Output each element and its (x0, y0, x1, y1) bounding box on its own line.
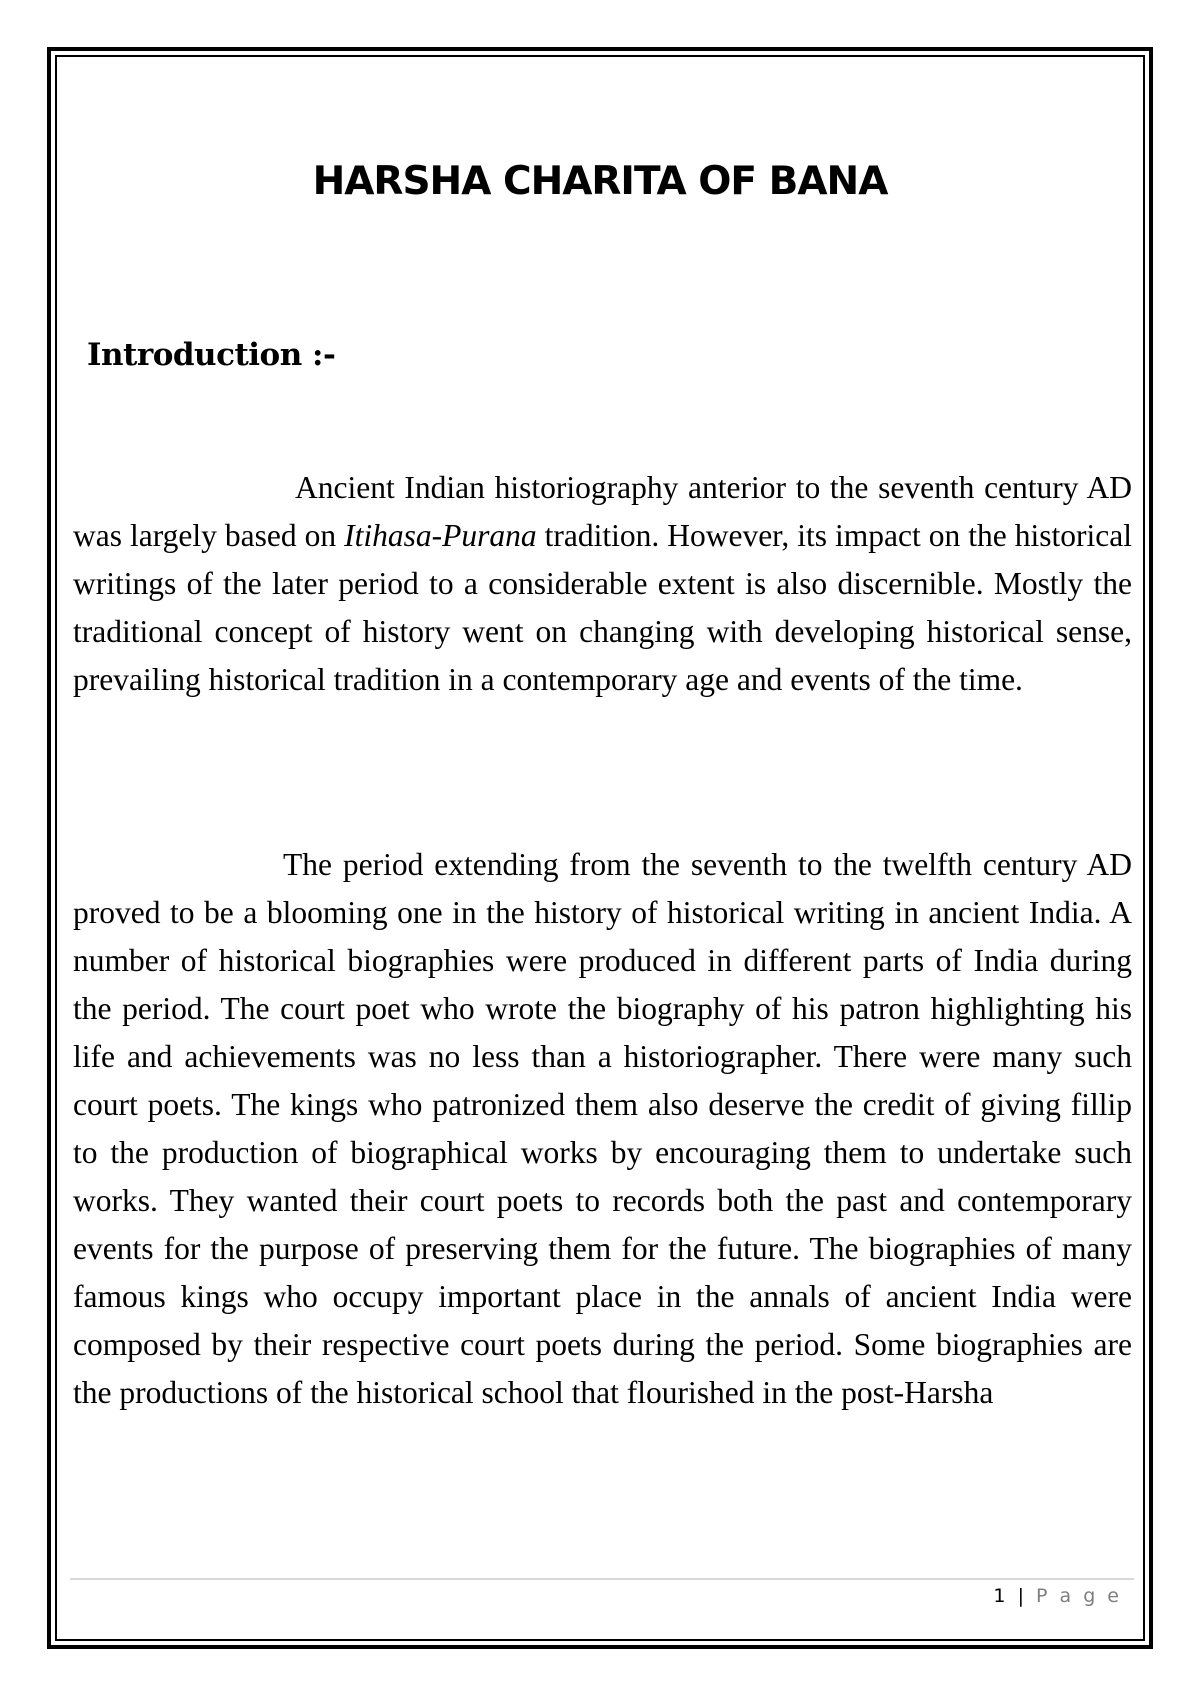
paragraph-1-text-start: Ancient Indian historiography anterior to the seventh century AD was largely based on (73, 470, 1132, 553)
paragraph-1-text-end: tradition. However, its impact on the historical writings of the later period to a considerable extent is also discernible. Mostly the traditional concept of history went on changing with developing historical sense, prevailing historical tradition in a contemporary age and events of the time. (73, 518, 1132, 697)
section-heading: Introduction :- (87, 337, 336, 373)
paragraph-1 (73, 464, 1132, 704)
footer-rule (70, 1578, 1134, 1580)
paragraph-1-italic-term: Itihasa-Purana (344, 518, 537, 553)
page-footer (993, 1585, 1122, 1607)
page-label: P a g e (1036, 1585, 1122, 1607)
document-title: HARSHA CHARITA OF BANA (312, 159, 888, 204)
page-number: 1 (993, 1585, 1009, 1607)
paragraph-2: The period extending from the seventh to the twelfth century AD proved to be a blooming one in the history of historical writing in ancient India. A number of historical biographies were produced in different parts of India during the period. The court poet who wrote the biography of his patron highlighting his life and achievements was no less than a historiographer. There were many such court poets. The kings who patronized them also deserve the credit of giving fillip to the production of biographical works by encouraging them to undertake such works. They wanted their court poets to records both the past and contemporary events for the purpose of preserving them for the future. The biographies of many famous kings who occupy important place in the annals of ancient India were composed by their respective court poets during the period. Some biographies are the productions of the historical school that flourished in the post-Harsha (73, 847, 1132, 1410)
page-separator: | (1017, 1585, 1027, 1607)
